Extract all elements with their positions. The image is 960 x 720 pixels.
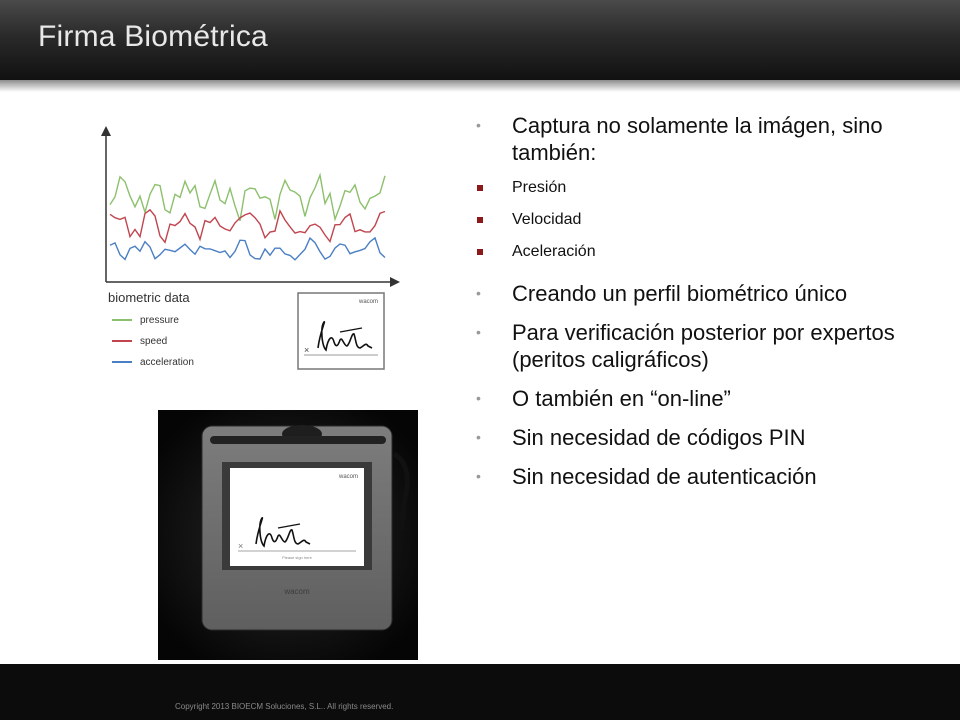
legend-label-acceleration: acceleration [140, 357, 194, 368]
bullet-list [472, 112, 942, 490]
sub-bullet-item: Presión [472, 178, 942, 198]
pad-screen-brand: wacom [338, 474, 358, 480]
slide-title: Firma Biométrica [38, 20, 268, 53]
card-brand: wacom [358, 299, 378, 305]
biometric-chart-illustration [64, 110, 400, 390]
sub-bullet-item: Aceleración [472, 242, 942, 262]
copyright-text: Copyright 2013 BIOECM Soluciones, S.L.. All rights reserved. [175, 702, 394, 711]
bullet-item: • Para verificación posterior por expertos (peritos caligráficos) [472, 319, 942, 373]
signature-pad-svg [158, 410, 418, 660]
pad-x-mark: × [238, 541, 244, 551]
slide-footer [0, 664, 960, 720]
legend-title: biometric data [108, 290, 190, 305]
signature-pad-photo [158, 410, 418, 660]
pad-screen-caption: Please sign here [282, 555, 312, 560]
pad-body-brand: wacom [284, 587, 310, 596]
slide-header [0, 0, 960, 80]
bullet-item: • Creando un perfil biométrico único [472, 280, 942, 307]
legend-label-pressure: pressure [140, 315, 179, 326]
signature-card [298, 293, 384, 369]
bullet-item: • Captura no solamente la imágen, sino también: [472, 112, 942, 166]
header-shadow [0, 80, 960, 92]
pen-stylus [210, 436, 386, 444]
bullet-item: • Sin necesidad de códigos PIN [472, 424, 942, 451]
legend-label-speed: speed [140, 336, 168, 347]
bullet-item: • O también en “on-line” [472, 385, 942, 412]
biometric-chart-svg [64, 110, 400, 390]
card-x-mark: × [304, 345, 310, 355]
sub-bullet-item: Velocidad [472, 210, 942, 230]
bullet-item: • Sin necesidad de autenticación [472, 463, 942, 490]
